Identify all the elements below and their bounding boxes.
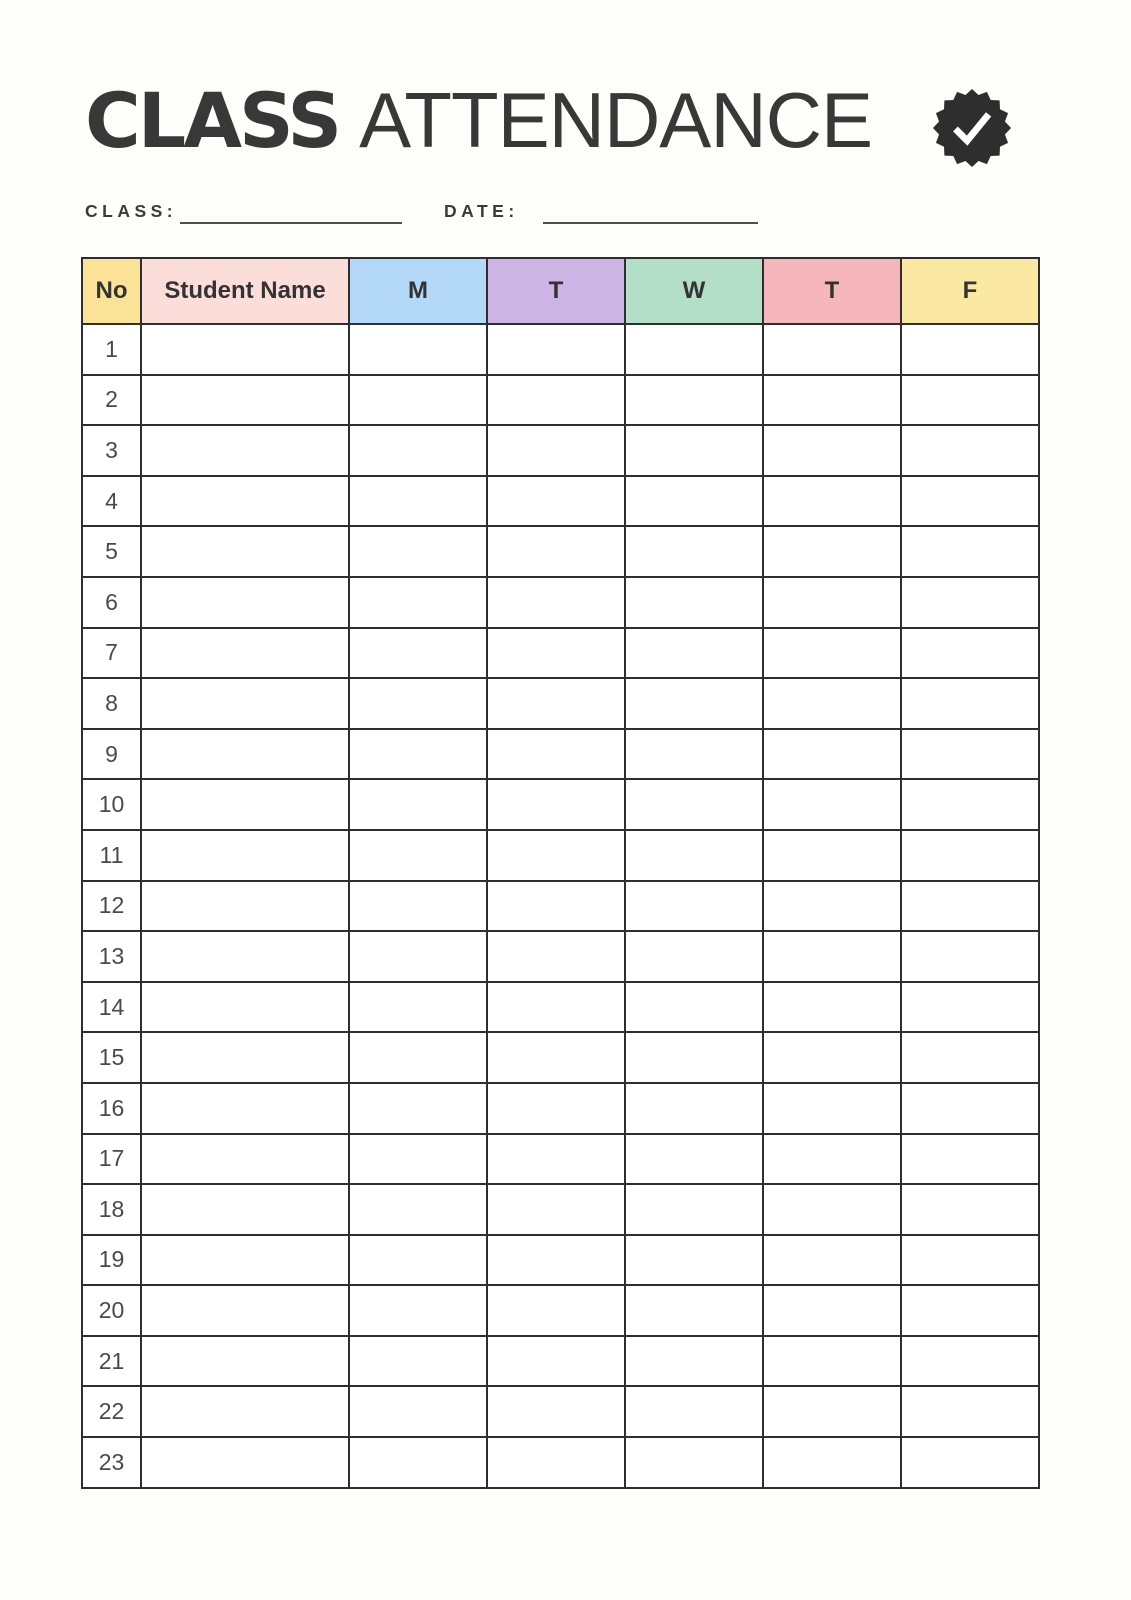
row-number-cell: 4 bbox=[82, 476, 141, 527]
thu-cell[interactable] bbox=[763, 779, 901, 830]
wed-cell[interactable] bbox=[625, 1134, 763, 1185]
wed-cell[interactable] bbox=[625, 881, 763, 932]
wed-cell[interactable] bbox=[625, 678, 763, 729]
row-number-cell: 23 bbox=[82, 1437, 141, 1488]
thu-cell[interactable] bbox=[763, 678, 901, 729]
tue-cell[interactable] bbox=[487, 324, 625, 375]
table-row bbox=[82, 1083, 1039, 1134]
table-body bbox=[82, 324, 1039, 1488]
tue-cell[interactable] bbox=[487, 1235, 625, 1286]
mon-cell[interactable] bbox=[349, 729, 487, 780]
wed-cell[interactable] bbox=[625, 982, 763, 1033]
table-row bbox=[82, 1235, 1039, 1286]
tue-cell[interactable] bbox=[487, 1134, 625, 1185]
wed-cell[interactable] bbox=[625, 830, 763, 881]
fri-cell[interactable] bbox=[901, 678, 1039, 729]
tue-cell[interactable] bbox=[487, 577, 625, 628]
thu-cell[interactable] bbox=[763, 628, 901, 679]
student_name-cell[interactable] bbox=[141, 577, 349, 628]
table-row bbox=[82, 526, 1039, 577]
wed-cell[interactable] bbox=[625, 1184, 763, 1235]
student_name-cell[interactable] bbox=[141, 982, 349, 1033]
tue-cell[interactable] bbox=[487, 881, 625, 932]
row-number-cell: 5 bbox=[82, 526, 141, 577]
tue-cell[interactable] bbox=[487, 1032, 625, 1083]
fri-cell[interactable] bbox=[901, 982, 1039, 1033]
column-header-no: No bbox=[82, 258, 141, 324]
fri-cell[interactable] bbox=[901, 476, 1039, 527]
mon-cell[interactable] bbox=[349, 1235, 487, 1286]
seal-shape bbox=[933, 89, 1011, 167]
table-row bbox=[82, 375, 1039, 426]
fri-cell[interactable] bbox=[901, 1134, 1039, 1185]
table-row bbox=[82, 425, 1039, 476]
mon-cell[interactable] bbox=[349, 324, 487, 375]
table-row bbox=[82, 1032, 1039, 1083]
wed-cell[interactable] bbox=[625, 476, 763, 527]
student_name-cell[interactable] bbox=[141, 1437, 349, 1488]
table-row bbox=[82, 830, 1039, 881]
mon-cell[interactable] bbox=[349, 577, 487, 628]
row-number-cell: 16 bbox=[82, 1083, 141, 1134]
student_name-cell[interactable] bbox=[141, 1083, 349, 1134]
fri-cell[interactable] bbox=[901, 931, 1039, 982]
mon-cell[interactable] bbox=[349, 830, 487, 881]
thu-cell[interactable] bbox=[763, 476, 901, 527]
wed-cell[interactable] bbox=[625, 526, 763, 577]
thu-cell[interactable] bbox=[763, 1285, 901, 1336]
table-row bbox=[82, 982, 1039, 1033]
student_name-cell[interactable] bbox=[141, 1134, 349, 1185]
student_name-cell[interactable] bbox=[141, 375, 349, 426]
thu-cell[interactable] bbox=[763, 1083, 901, 1134]
tue-cell[interactable] bbox=[487, 982, 625, 1033]
table-row bbox=[82, 931, 1039, 982]
wed-cell[interactable] bbox=[625, 375, 763, 426]
tue-cell[interactable] bbox=[487, 779, 625, 830]
tue-cell[interactable] bbox=[487, 628, 625, 679]
tue-cell[interactable] bbox=[487, 830, 625, 881]
thu-cell[interactable] bbox=[763, 881, 901, 932]
wed-cell[interactable] bbox=[625, 1235, 763, 1286]
student_name-cell[interactable] bbox=[141, 1386, 349, 1437]
thu-cell[interactable] bbox=[763, 1386, 901, 1437]
student_name-cell[interactable] bbox=[141, 425, 349, 476]
tue-cell[interactable] bbox=[487, 1336, 625, 1387]
thu-cell[interactable] bbox=[763, 1437, 901, 1488]
row-number-cell: 14 bbox=[82, 982, 141, 1033]
thu-cell[interactable] bbox=[763, 324, 901, 375]
tue-cell[interactable] bbox=[487, 375, 625, 426]
title-word-class: CLASS bbox=[85, 76, 340, 165]
wed-cell[interactable] bbox=[625, 1032, 763, 1083]
table-row bbox=[82, 1134, 1039, 1185]
wed-cell[interactable] bbox=[625, 931, 763, 982]
thu-cell[interactable] bbox=[763, 1336, 901, 1387]
row-number-cell: 1 bbox=[82, 324, 141, 375]
table-row bbox=[82, 881, 1039, 932]
fri-cell[interactable] bbox=[901, 324, 1039, 375]
thu-cell[interactable] bbox=[763, 982, 901, 1033]
table-row bbox=[82, 1437, 1039, 1488]
tue-cell[interactable] bbox=[487, 526, 625, 577]
thu-cell[interactable] bbox=[763, 830, 901, 881]
fri-cell[interactable] bbox=[901, 1285, 1039, 1336]
fri-cell[interactable] bbox=[901, 628, 1039, 679]
row-number-cell: 21 bbox=[82, 1336, 141, 1387]
row-number-cell: 3 bbox=[82, 425, 141, 476]
thu-cell[interactable] bbox=[763, 1235, 901, 1286]
wed-cell[interactable] bbox=[625, 577, 763, 628]
fri-cell[interactable] bbox=[901, 881, 1039, 932]
table-row bbox=[82, 1184, 1039, 1235]
student_name-cell[interactable] bbox=[141, 779, 349, 830]
fri-cell[interactable] bbox=[901, 425, 1039, 476]
table-row bbox=[82, 1336, 1039, 1387]
row-number-cell: 22 bbox=[82, 1386, 141, 1437]
table-row bbox=[82, 678, 1039, 729]
mon-cell[interactable] bbox=[349, 779, 487, 830]
fri-cell[interactable] bbox=[901, 830, 1039, 881]
wed-cell[interactable] bbox=[625, 779, 763, 830]
table-row bbox=[82, 1386, 1039, 1437]
table-row bbox=[82, 1285, 1039, 1336]
column-header-wed: W bbox=[625, 258, 763, 324]
mon-cell[interactable] bbox=[349, 982, 487, 1033]
student_name-cell[interactable] bbox=[141, 729, 349, 780]
check-seal-icon bbox=[933, 88, 1011, 168]
column-header-student_name: Student Name bbox=[141, 258, 349, 324]
mon-cell[interactable] bbox=[349, 425, 487, 476]
table-row bbox=[82, 324, 1039, 375]
form-row bbox=[0, 198, 1131, 228]
column-header-mon: M bbox=[349, 258, 487, 324]
row-number-cell: 8 bbox=[82, 678, 141, 729]
student_name-cell[interactable] bbox=[141, 1336, 349, 1387]
row-number-cell: 11 bbox=[82, 830, 141, 881]
mon-cell[interactable] bbox=[349, 931, 487, 982]
row-number-cell: 9 bbox=[82, 729, 141, 780]
fri-cell[interactable] bbox=[901, 1032, 1039, 1083]
fri-cell[interactable] bbox=[901, 1235, 1039, 1286]
student_name-cell[interactable] bbox=[141, 526, 349, 577]
student_name-cell[interactable] bbox=[141, 628, 349, 679]
class-input-line[interactable] bbox=[180, 198, 402, 224]
fri-cell[interactable] bbox=[901, 1184, 1039, 1235]
row-number-cell: 7 bbox=[82, 628, 141, 679]
thu-cell[interactable] bbox=[763, 1134, 901, 1185]
fri-cell[interactable] bbox=[901, 526, 1039, 577]
table-header bbox=[82, 258, 1039, 324]
page-title bbox=[85, 78, 872, 164]
fri-cell[interactable] bbox=[901, 1437, 1039, 1488]
mon-cell[interactable] bbox=[349, 1336, 487, 1387]
thu-cell[interactable] bbox=[763, 425, 901, 476]
mon-cell[interactable] bbox=[349, 1184, 487, 1235]
thu-cell[interactable] bbox=[763, 375, 901, 426]
mon-cell[interactable] bbox=[349, 1032, 487, 1083]
thu-cell[interactable] bbox=[763, 526, 901, 577]
wed-cell[interactable] bbox=[625, 1285, 763, 1336]
student_name-cell[interactable] bbox=[141, 1032, 349, 1083]
date-label: DATE: bbox=[444, 201, 519, 221]
row-number-cell: 6 bbox=[82, 577, 141, 628]
student_name-cell[interactable] bbox=[141, 1184, 349, 1235]
attendance-table bbox=[81, 257, 1040, 1489]
row-number-cell: 2 bbox=[82, 375, 141, 426]
thu-cell[interactable] bbox=[763, 1032, 901, 1083]
tue-cell[interactable] bbox=[487, 476, 625, 527]
tue-cell[interactable] bbox=[487, 425, 625, 476]
thu-cell[interactable] bbox=[763, 931, 901, 982]
wed-cell[interactable] bbox=[625, 1083, 763, 1134]
wed-cell[interactable] bbox=[625, 1386, 763, 1437]
table-row bbox=[82, 476, 1039, 527]
student_name-cell[interactable] bbox=[141, 1235, 349, 1286]
tue-cell[interactable] bbox=[487, 1083, 625, 1134]
student_name-cell[interactable] bbox=[141, 678, 349, 729]
wed-cell[interactable] bbox=[625, 324, 763, 375]
mon-cell[interactable] bbox=[349, 881, 487, 932]
table-row bbox=[82, 577, 1039, 628]
thu-cell[interactable] bbox=[763, 729, 901, 780]
mon-cell[interactable] bbox=[349, 476, 487, 527]
thu-cell[interactable] bbox=[763, 1184, 901, 1235]
mon-cell[interactable] bbox=[349, 628, 487, 679]
wed-cell[interactable] bbox=[625, 425, 763, 476]
mon-cell[interactable] bbox=[349, 1134, 487, 1185]
date-input-line[interactable] bbox=[543, 198, 758, 224]
row-number-cell: 13 bbox=[82, 931, 141, 982]
fri-cell[interactable] bbox=[901, 375, 1039, 426]
header-row bbox=[82, 258, 1039, 324]
tue-cell[interactable] bbox=[487, 729, 625, 780]
tue-cell[interactable] bbox=[487, 678, 625, 729]
column-header-tue: T bbox=[487, 258, 625, 324]
fri-cell[interactable] bbox=[901, 577, 1039, 628]
student_name-cell[interactable] bbox=[141, 931, 349, 982]
wed-cell[interactable] bbox=[625, 1336, 763, 1387]
student_name-cell[interactable] bbox=[141, 1285, 349, 1336]
column-header-thu: T bbox=[763, 258, 901, 324]
mon-cell[interactable] bbox=[349, 375, 487, 426]
table-row bbox=[82, 729, 1039, 780]
fri-cell[interactable] bbox=[901, 1083, 1039, 1134]
mon-cell[interactable] bbox=[349, 1285, 487, 1336]
row-number-cell: 18 bbox=[82, 1184, 141, 1235]
fri-cell[interactable] bbox=[901, 779, 1039, 830]
student_name-cell[interactable] bbox=[141, 476, 349, 527]
class-label: CLASS: bbox=[85, 201, 178, 221]
wed-cell[interactable] bbox=[625, 628, 763, 679]
fri-cell[interactable] bbox=[901, 1386, 1039, 1437]
row-number-cell: 17 bbox=[82, 1134, 141, 1185]
mon-cell[interactable] bbox=[349, 526, 487, 577]
fri-cell[interactable] bbox=[901, 729, 1039, 780]
tue-cell[interactable] bbox=[487, 1437, 625, 1488]
student_name-cell[interactable] bbox=[141, 324, 349, 375]
thu-cell[interactable] bbox=[763, 577, 901, 628]
column-header-fri: F bbox=[901, 258, 1039, 324]
row-number-cell: 20 bbox=[82, 1285, 141, 1336]
row-number-cell: 10 bbox=[82, 779, 141, 830]
tue-cell[interactable] bbox=[487, 1285, 625, 1336]
table-row bbox=[82, 628, 1039, 679]
title-word-attendance: ATTENDANCE bbox=[359, 76, 873, 164]
table-row bbox=[82, 779, 1039, 830]
mon-cell[interactable] bbox=[349, 1386, 487, 1437]
row-number-cell: 12 bbox=[82, 881, 141, 932]
student_name-cell[interactable] bbox=[141, 830, 349, 881]
row-number-cell: 19 bbox=[82, 1235, 141, 1286]
mon-cell[interactable] bbox=[349, 1437, 487, 1488]
tue-cell[interactable] bbox=[487, 1386, 625, 1437]
row-number-cell: 15 bbox=[82, 1032, 141, 1083]
fri-cell[interactable] bbox=[901, 1336, 1039, 1387]
mon-cell[interactable] bbox=[349, 1083, 487, 1134]
tue-cell[interactable] bbox=[487, 1184, 625, 1235]
tue-cell[interactable] bbox=[487, 931, 625, 982]
student_name-cell[interactable] bbox=[141, 881, 349, 932]
mon-cell[interactable] bbox=[349, 678, 487, 729]
wed-cell[interactable] bbox=[625, 1437, 763, 1488]
wed-cell[interactable] bbox=[625, 729, 763, 780]
